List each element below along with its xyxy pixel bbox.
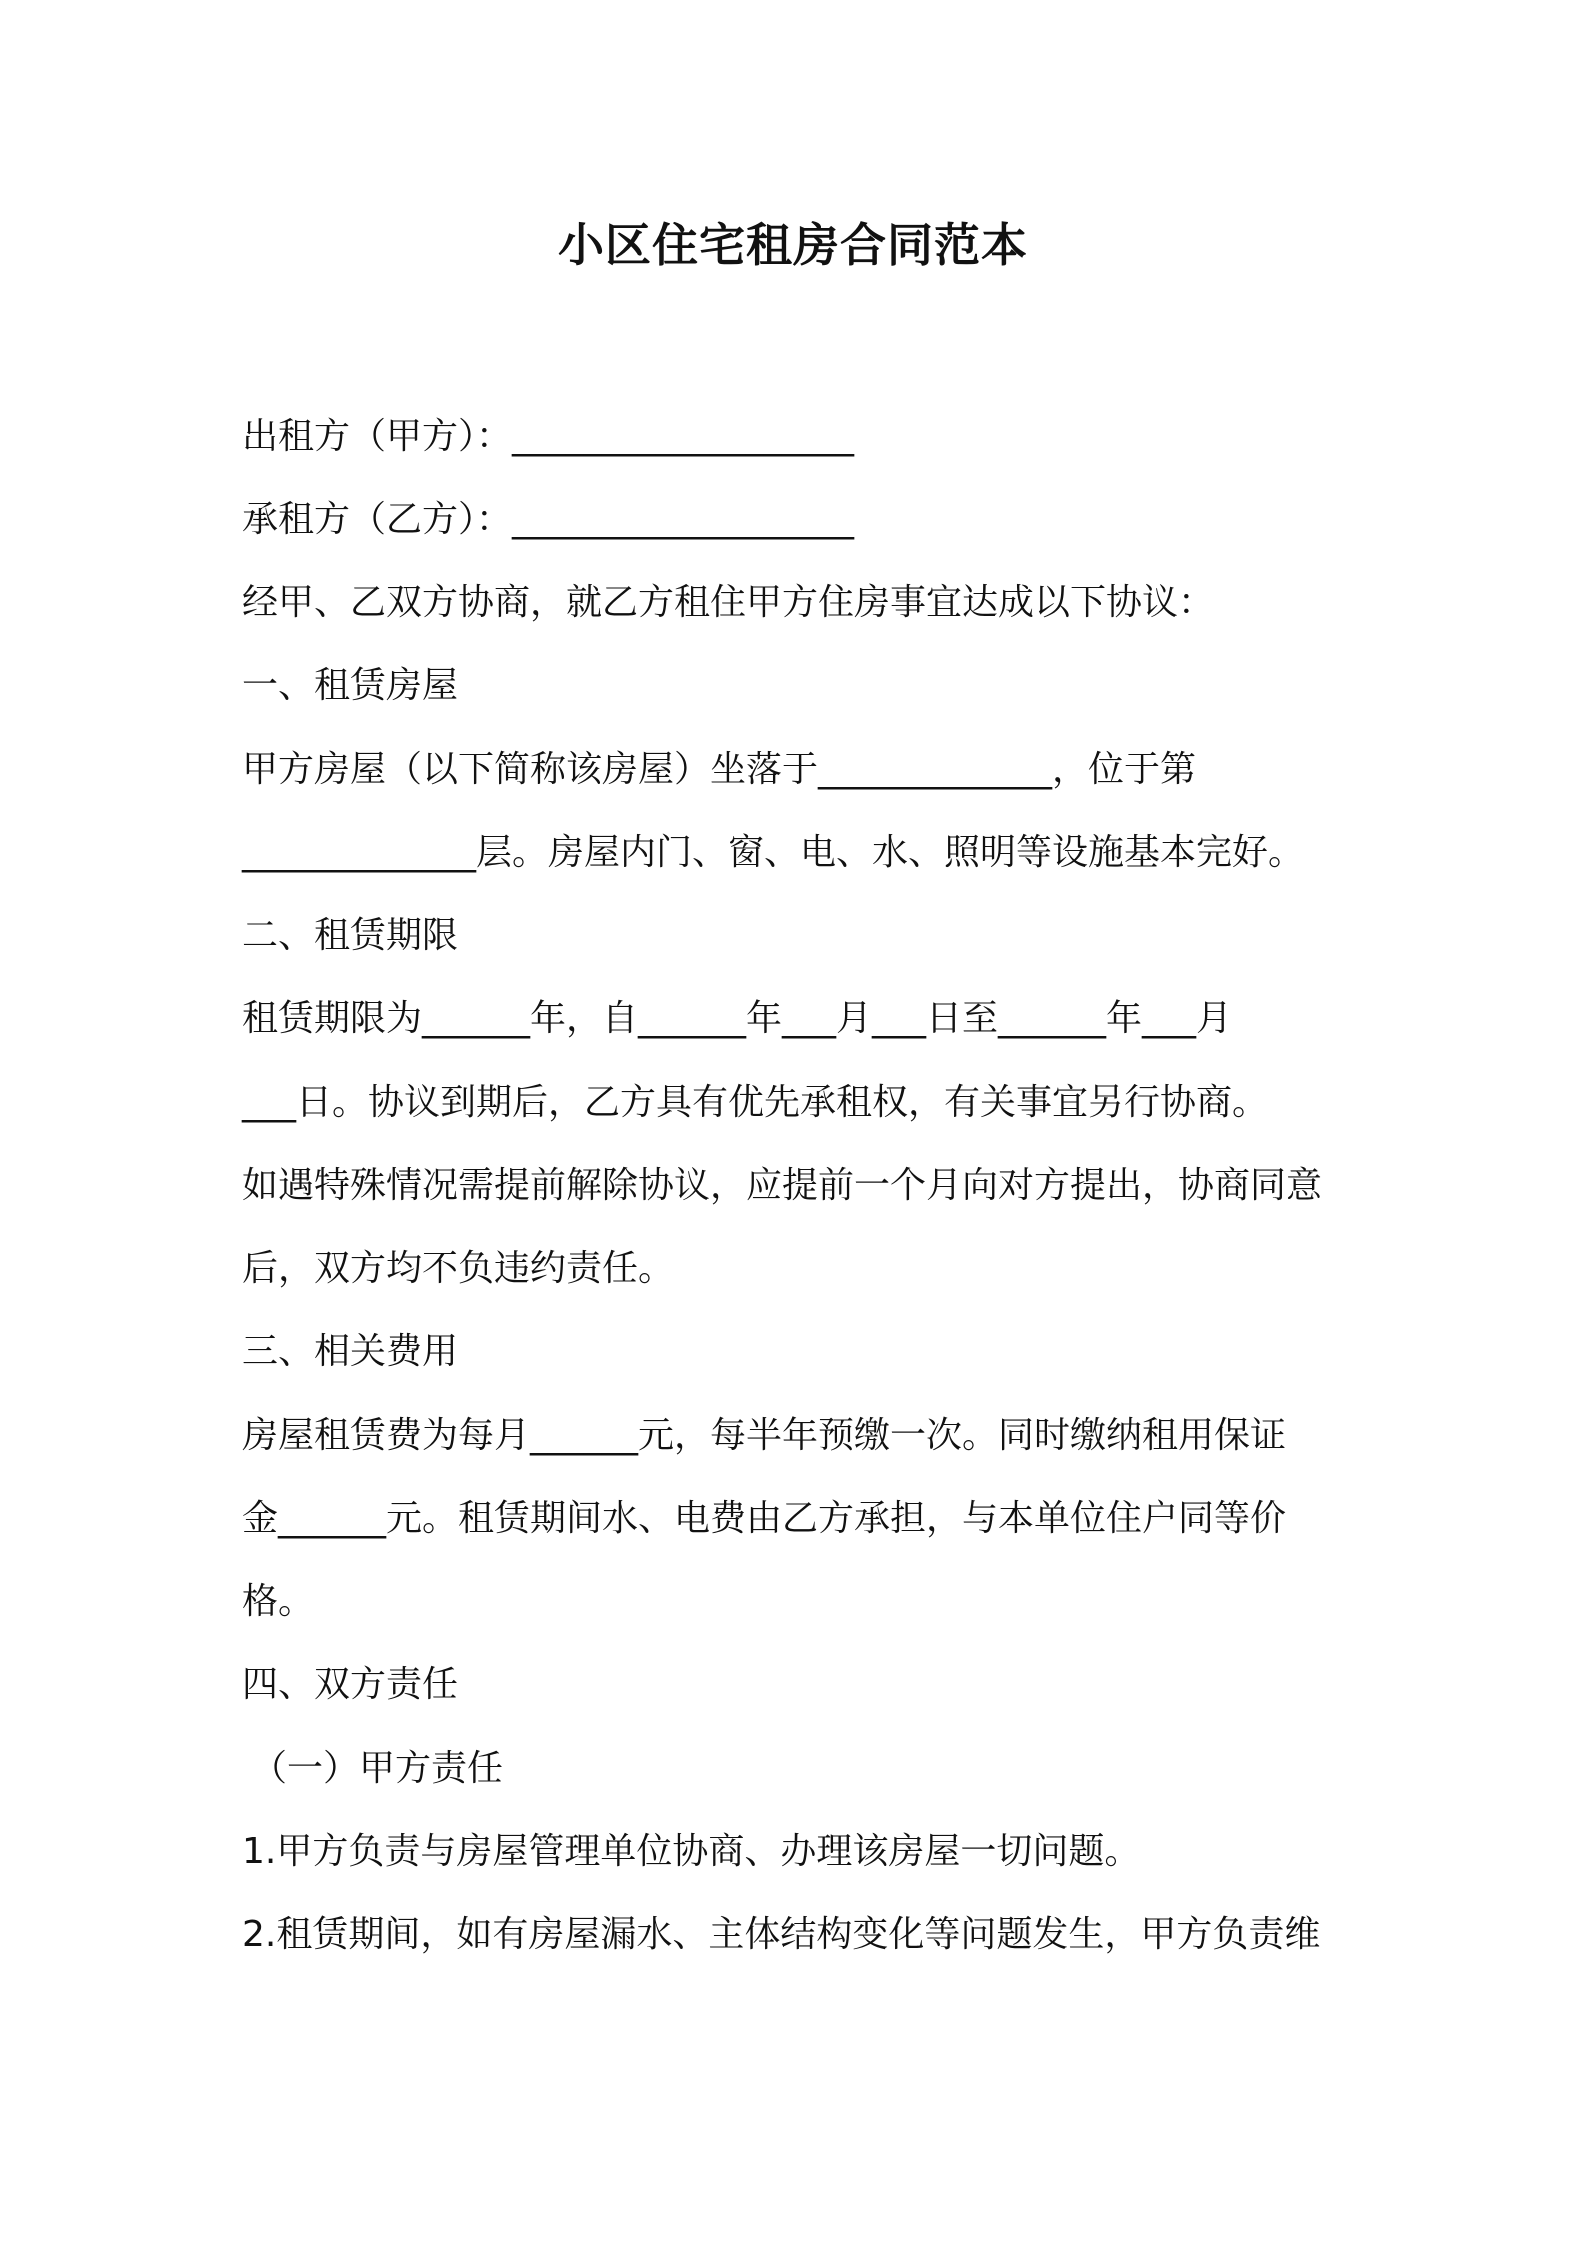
lessor-line: 出租方（甲方）：___________________ (242, 416, 855, 457)
paragraph-line: 租赁期限为______年，自______年___月___日至______年___月 (242, 998, 1233, 1039)
section-heading-fees: 三、相关费用 (242, 1331, 459, 1372)
section-heading-responsibilities: 四、双方责任 (242, 1664, 459, 1705)
paragraph-line: 格。 (242, 1581, 315, 1622)
paragraph-line: 甲方房屋（以下简称该房屋）坐落于_____________，位于第 (242, 749, 1197, 790)
lessee-line: 承租方（乙方）：___________________ (242, 499, 855, 540)
paragraph-line: ___日。协议到期后，乙方具有优先承租权，有关事宜另行协商。 (242, 1082, 1269, 1123)
subsection-heading-party-a: （一）甲方责任 (251, 1748, 504, 1789)
paragraph-line: 金______元。租赁期间水、电费由乙方承担，与本单位住户同等价 (242, 1498, 1287, 1539)
paragraph-line: 如遇特殊情况需提前解除协议，应提前一个月向对方提出，协商同意 (242, 1165, 1323, 1206)
document-title: 小区住宅租房合同范本 (558, 218, 1028, 272)
section-heading-rental-property: 一、租赁房屋 (242, 665, 459, 706)
list-item: 1.甲方负责与房屋管理单位协商、办理该房屋一切问题。 (242, 1831, 1141, 1872)
paragraph-line: 房屋租赁费为每月______元，每半年预缴一次。同时缴纳租用保证 (242, 1415, 1287, 1456)
agreement-intro-line: 经甲、乙双方协商，就乙方租住甲方住房事宜达成以下协议： (242, 582, 1215, 623)
paragraph-line: 后，双方均不负违约责任。 (242, 1248, 675, 1289)
section-heading-rental-term: 二、租赁期限 (242, 915, 459, 956)
list-item: 2.租赁期间，如有房屋漏水、主体结构变化等问题发生，甲方负责维 (242, 1914, 1321, 1955)
paragraph-line: _____________层。房屋内门、窗、电、水、照明等设施基本完好。 (242, 832, 1305, 873)
